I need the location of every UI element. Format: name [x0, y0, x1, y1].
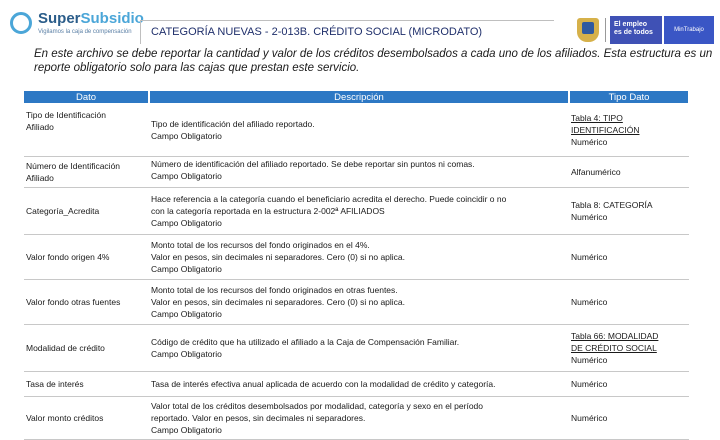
- dato-cell: Número de Identificación Afiliado: [24, 157, 149, 188]
- tipo-dato-cell: Numérico: [569, 280, 689, 325]
- descripcion-cell: Hace referencia a la categoría cuando el beneficiario acredita el derecho. Puede coincidir o no con la categoría reportada en la estructura 2-002ª AFILIADOS Campo Obligatorio: [149, 188, 569, 235]
- mintrabajo-logo: MinTrabajo: [664, 16, 714, 44]
- dato-cell: Valor fondo origen 4%: [24, 235, 149, 280]
- table-header-row: [24, 91, 689, 103]
- government-logos: [575, 16, 715, 44]
- tipo-dato-cell: Tabla 4: TIPO IDENTIFICACIÓN Numérico: [569, 103, 689, 157]
- table-row: [24, 157, 689, 188]
- descripcion-cell: Monto total de los recursos del fondo originados en el 4%. Valor en pesos, sin decimales ni separadores. Cero (0) si no aplica. Campo Obligatorio: [149, 235, 569, 280]
- supersubsidio-logo: [10, 8, 144, 42]
- table-row: [24, 280, 689, 325]
- table-row: [24, 103, 689, 157]
- descripcion-cell: Tasa de interés efectiva anual aplicada de acuerdo con la modalidad de crédito y categoría.: [149, 372, 569, 397]
- tabla-66-link-cont[interactable]: DE CRÉDITO SOCIAL: [571, 343, 657, 353]
- table-row: [24, 397, 689, 440]
- table-row: [24, 235, 689, 280]
- tipo-dato-cell: Numérico: [569, 235, 689, 280]
- tipo-dato-cell: Tabla 66: MODALIDAD DE CRÉDITO SOCIAL Numérico: [569, 325, 689, 372]
- descripcion-cell: Monto total de los recursos del fondo originados en otras fuentes. Valor en pesos, sin decimales ni separadores. Cero (0) si no aplica. Campo Obligatorio: [149, 280, 569, 325]
- descripcion-cell: Valor total de los créditos desembolsados por modalidad, categoría y sexo en el período reportado. Valor en pesos, sin decimales ni separadores. Campo Obligatorio: [149, 397, 569, 440]
- tipo-dato-cell: Numérico: [569, 372, 689, 397]
- logo-tagline: Vigilamos la caja de compensación: [38, 29, 132, 35]
- logo-mark-icon: [10, 12, 32, 34]
- tabla-66-link[interactable]: Tabla 66: MODALIDAD: [571, 331, 659, 341]
- logo-wordmark: SuperSubsidio: [38, 10, 144, 27]
- coat-of-arms-icon: [577, 18, 599, 42]
- dato-cell: Tipo de Identificación Afiliado: [24, 103, 149, 157]
- descripcion-cell: Tipo de identificación del afiliado reportado. Campo Obligatorio: [149, 103, 569, 157]
- table-row: [24, 188, 689, 235]
- tipo-dato-cell: Alfanumérico: [569, 157, 689, 188]
- tabla-4-link-cont[interactable]: IDENTIFICACIÓN: [571, 124, 640, 135]
- dato-cell: Categoría_Acredita: [24, 188, 149, 235]
- page-title: CATEGORÍA NUEVAS - 2-013B. CRÉDITO SOCIAL (MICRODATO): [151, 26, 483, 38]
- column-header-descripcion: Descripción: [149, 91, 569, 103]
- dato-cell: Valor monto créditos: [24, 397, 149, 440]
- table-row: [24, 325, 689, 372]
- dato-cell: Valor fondo otras fuentes: [24, 280, 149, 325]
- dato-cell: Tasa de interés: [24, 372, 149, 397]
- tipo-dato-cell: Numérico: [569, 397, 689, 440]
- descripcion-cell: Código de crédito que ha utilizado el afiliado a la Caja de Compensación Familiar. Campo Obligatorio: [149, 325, 569, 372]
- fields-table: [24, 91, 690, 440]
- header: [0, 0, 720, 44]
- intro-paragraph: En este archivo se debe reportar la cantidad y valor de los créditos desembolsados a cada uno de los afiliados. Esta estructura es un reporte obligatorio solo para las cajas que prestan este servicio.: [34, 48, 713, 74]
- dato-cell: Modalidad de crédito: [24, 325, 149, 372]
- empleo-logo: El empleo es de todos: [610, 16, 662, 44]
- descripcion-cell: Número de identificación del afiliado reportado. Se debe reportar sin puntos ni comas. Campo Obligatorio: [149, 157, 569, 188]
- column-header-dato: Dato: [24, 91, 149, 103]
- table-row: [24, 372, 689, 397]
- tipo-dato-cell: Tabla 8: CATEGORÍA Numérico: [569, 188, 689, 235]
- title-box: [140, 20, 554, 44]
- logo-divider: [605, 18, 606, 42]
- tabla-4-link[interactable]: Tabla 4: TIPO: [571, 112, 623, 123]
- column-header-tipo-dato: Tipo Dato: [569, 91, 689, 103]
